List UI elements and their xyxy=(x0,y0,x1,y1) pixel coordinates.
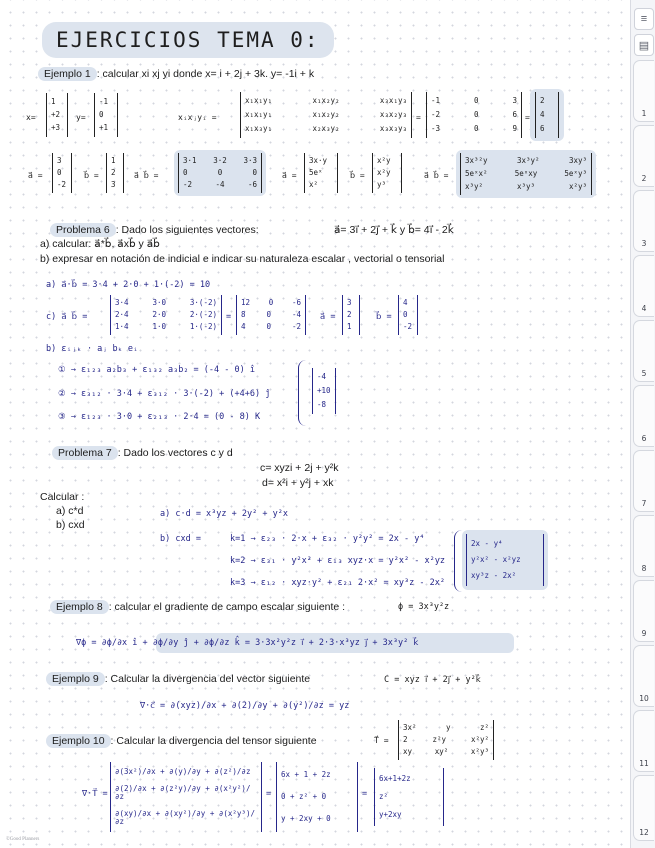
matrix-cell: x₁x₁y₁ xyxy=(245,96,273,106)
x-vector-cell: 1 xyxy=(51,96,56,106)
c-cross-d-label: b) cxd = xyxy=(160,534,201,544)
brace xyxy=(298,360,307,426)
matrix-cell: 6 xyxy=(512,110,517,120)
vector-cell: 0 xyxy=(403,310,408,320)
matrix-cell: 3·1 xyxy=(183,156,197,166)
x-label: x= xyxy=(26,113,36,122)
vector-cell: 4 xyxy=(403,298,408,308)
matrix-cell: 5eˣxy xyxy=(514,169,538,179)
matrix-cell: x₁x₂y₂ xyxy=(312,110,340,120)
equals-sign: = xyxy=(416,113,421,122)
matrix-cell: x₁x₁y₁ xyxy=(245,110,273,120)
footer-brand: ©Good Planners xyxy=(6,837,40,842)
matrix-cell: y xyxy=(446,723,451,733)
ejemplo-9-text: : Calcular la divergencia del vector siguiente xyxy=(104,673,311,685)
y-vector-cell: +1 xyxy=(99,123,109,133)
xxy-label: xᵢxⱼyᵢ = xyxy=(178,113,217,122)
page-tab-9[interactable]: 9 xyxy=(633,580,654,642)
problema-6-part-a: a) calcular: a⃗*b⃗, a⃗xb⃗ y a⃗b⃗ xyxy=(40,238,160,250)
part-a-label: a) c*d xyxy=(56,505,84,517)
matrix-cell: 3x³²y xyxy=(465,156,488,166)
equals-sign: = xyxy=(362,789,368,799)
matrix-cell: 3·2 xyxy=(213,156,227,166)
matrix-cell: 5eˣx² xyxy=(465,169,488,179)
component-2-work: ② → ε₃₁₂ · 3·4 + ε₃₁₂ · 3·(-2) + (+4+6) ĵ xyxy=(58,389,271,399)
vector-cell: 2 xyxy=(347,310,352,320)
y-vector-cell: 0 xyxy=(99,110,104,120)
page-title: EJERCICIOS TEMA 0: xyxy=(42,22,334,58)
matrix-cell: 8 xyxy=(241,310,246,320)
problema-6-part-b: b) expresar en notación de indicial e indicar su naturaleza escalar , vectorial o tensorial xyxy=(40,253,445,265)
matrix-cell: 3·3 xyxy=(243,156,257,166)
cross-product-result xyxy=(466,534,544,586)
gradient-work: ∇ϕ = ∂ϕ/∂x î + ∂ϕ/∂y ĵ + ∂ϕ/∂z k̂ = 3·3x²y²z i⃗ + 2·3·x³yz j⃗ + 3x³y² k⃗ xyxy=(76,638,419,648)
tensor-divergence-label: ∇·T⃗ = xyxy=(82,789,108,799)
matrix-cell: z² xyxy=(479,723,489,733)
vector-cell: -2 xyxy=(57,180,67,190)
matrix-cell: x³y² xyxy=(465,181,484,191)
b-vector xyxy=(106,153,124,193)
vector-cell: 1 xyxy=(111,156,116,166)
scalar-field: ϕ = 3x³y²z xyxy=(398,602,450,612)
a-label: a⃗ = xyxy=(28,171,43,180)
page-tab-5[interactable]: 5 xyxy=(633,320,654,382)
cross-product-result xyxy=(312,368,336,414)
matrix-cell: xy xyxy=(403,747,413,757)
result-cell: 2 xyxy=(540,96,545,106)
x-vector-cell: +3 xyxy=(51,123,61,133)
matrix-cell: 3x³y² xyxy=(516,156,540,166)
page-tab-3[interactable]: 3 xyxy=(633,190,654,252)
matrix-row: 6x + 1 + 2z xyxy=(281,770,331,780)
b2-label: b⃗ = xyxy=(350,171,365,180)
tensor-matrix xyxy=(398,720,494,760)
matrix-cell: -2 xyxy=(431,110,441,120)
page-tab-8[interactable]: 8 xyxy=(633,515,654,577)
ejemplo-10-label: Ejemplo 10 xyxy=(46,734,111,748)
ab2-label: a⃗ b⃗ = xyxy=(424,171,449,180)
matrix-cell: 0 xyxy=(474,124,479,134)
vector-cell: 0 xyxy=(57,168,62,178)
tensor-product-matrix xyxy=(110,295,222,335)
matrix-cell: -2 xyxy=(291,322,301,332)
page-tab-11[interactable]: 11 xyxy=(633,710,654,772)
result-vector xyxy=(535,92,559,138)
matrix-cell: -1 xyxy=(431,96,441,106)
ejemplo-9-label: Ejemplo 9 xyxy=(46,672,105,686)
matrix-cell: 0 xyxy=(183,168,188,178)
vector-cell: y²x² - x²yz xyxy=(471,555,521,565)
page-tab-rail xyxy=(630,0,655,848)
page-tab-12[interactable]: 12 xyxy=(633,775,654,841)
matrix-cell: 1·4 xyxy=(115,322,129,332)
matrix-cell: -4 xyxy=(215,180,225,190)
matrix-cell: 2·0 xyxy=(152,310,166,320)
matrix-row: y+2xy xyxy=(379,810,402,820)
matrix-cell: 0 xyxy=(252,168,257,178)
a2-vector xyxy=(304,153,338,193)
y-vector xyxy=(94,93,118,137)
vector-cell: 2x - y⁴ xyxy=(471,539,503,549)
vector-cell: -4 xyxy=(317,372,327,382)
vector-d-def: d= x²i + y²j + xk xyxy=(262,477,334,489)
ejemplo-9-heading xyxy=(46,673,310,685)
vector-cell: x²y xyxy=(377,168,391,178)
matrix-cell: x²y³ xyxy=(470,747,489,757)
vector-cell: xy³z - 2x² xyxy=(471,571,517,581)
part-b-label: b) cxd xyxy=(56,519,85,531)
tensor-label: T⃗ = xyxy=(374,736,389,745)
matrix-cell: 3·(-2) xyxy=(189,298,217,308)
ejemplo-10-text: : Calcular la divergencia del tensor siguiente xyxy=(110,735,317,747)
page-tab-2[interactable]: 2 xyxy=(633,125,654,187)
page-tab-6[interactable]: 6 xyxy=(633,385,654,447)
c-dot-d-work: a) c·d = x³yz + 2y² + y²x xyxy=(160,509,288,519)
matrix-cell: x₁x₂y₂ xyxy=(312,96,340,106)
dot-product-work: a) a⃗·b⃗ = 3·4 + 2·0 + 1·(-2) = 10 xyxy=(46,280,211,290)
matrix-cell: 0 xyxy=(474,96,479,106)
vector-cell: -8 xyxy=(317,400,327,410)
tensor-mid-matrix xyxy=(276,762,358,832)
tensor-product-label: c) a⃗ b⃗ = xyxy=(46,312,88,322)
ab2-matrix xyxy=(460,153,592,195)
matrix-cell: 3x² xyxy=(403,723,417,733)
matrix-cell: x₃x₂y₃ xyxy=(379,110,407,120)
matrix-cell: -2 xyxy=(183,180,193,190)
matrix-cell: x₃x₁y₃ xyxy=(379,96,407,106)
y-label: y= xyxy=(76,113,86,122)
matrix-cell: 0 xyxy=(474,110,479,120)
matrix-cell: 5eˣy³ xyxy=(564,169,587,179)
matrix-cell: 12 xyxy=(241,298,251,308)
equals-sign: = xyxy=(226,312,232,322)
divergence-work: ∇·c⃗ = ∂(xyz)/∂x + ∂(2)/∂y + ∂(y²)/∂z = yz xyxy=(140,701,350,711)
matrix-cell: 0 xyxy=(217,168,223,178)
vector-cell: 1 xyxy=(347,322,352,332)
ejemplo-8-heading xyxy=(50,601,345,613)
matrix-cell: 0 xyxy=(266,322,271,332)
matrix-cell: 1·(-2) xyxy=(189,322,217,332)
y-vector-cell: -1 xyxy=(99,96,109,106)
matrix-cell: 3·0 xyxy=(152,298,166,308)
x-vector-cell: +2 xyxy=(51,110,61,120)
matrix-row: 6x+1+2z xyxy=(379,774,411,784)
ejemplo-1-text: : calcular xi xj yi donde x= i + 2j + 3k. y= -1i + k xyxy=(96,68,315,80)
problema-7-text: : Dado los vectores c y d xyxy=(117,447,233,459)
vector-cell: x² xyxy=(309,180,319,190)
k1-work: k=1 → ε₂₃ · 2·x + ε₃₂ · y²y² = 2x - y⁴ xyxy=(230,534,425,544)
page-tab-10[interactable]: 10 xyxy=(633,645,654,707)
a-label: a⃗ = xyxy=(320,312,336,322)
page-tab-7[interactable]: 7 xyxy=(633,450,654,512)
matrix-cell: x²y³ xyxy=(568,181,587,191)
problema-6-heading xyxy=(50,224,259,236)
ejemplo-10-heading xyxy=(46,735,317,747)
b2-vector xyxy=(372,153,402,193)
problema-6-vectors: a⃗= 3i⃗ + 2j⃗ + k⃗ y b⃗= 4i⃗ - 2k⃗ xyxy=(334,224,454,236)
menu-icon[interactable]: ≡ xyxy=(634,8,654,30)
matrix-cell: x₁x₃y₁ xyxy=(245,124,273,134)
matrix-cell: 2·4 xyxy=(115,310,129,320)
vector-cell: -2 xyxy=(403,322,413,332)
k3-work: k=3 → ε₁₂ · xyz·y² + ε₂₁ 2·x² = xy³z - 2x² xyxy=(230,578,445,588)
tensor-divergence-matrix xyxy=(110,762,262,832)
vector-cell: y³ xyxy=(377,180,387,190)
vector-cell: 2 xyxy=(111,168,116,178)
problema-7-label: Problema 7 xyxy=(52,446,118,460)
ejemplo-8-text: : calcular el gradiente de campo escalar siguiente : xyxy=(108,601,346,613)
page-tab-1[interactable]: 1 xyxy=(633,60,654,122)
ab-matrix xyxy=(178,153,262,193)
matrix-cell: x²y² xyxy=(470,735,489,745)
matrix-cell: xy² xyxy=(434,747,449,757)
matrix-cell: -3 xyxy=(431,124,441,134)
matrix-cell: 2 xyxy=(403,735,408,745)
matrix-cell: -4 xyxy=(291,310,301,320)
vector-field: C = xyz i⃗ + 2j⃗ + y²k⃗ xyxy=(384,675,481,685)
matrix-row: 0 + z² + 0 xyxy=(281,792,327,802)
matrix-cell: -6 xyxy=(247,180,257,190)
page-icon[interactable]: ▤ xyxy=(634,34,654,56)
matrix-cell: 1·0 xyxy=(152,322,166,332)
problema-7-heading xyxy=(52,447,233,459)
problema-6-text: : Dado los siguientes vectores: xyxy=(115,224,259,236)
equals-sign: = xyxy=(525,113,530,122)
tensor-result-matrix xyxy=(374,768,444,826)
tensor-result-matrix xyxy=(236,295,306,335)
b-label: b⃗ = xyxy=(376,312,392,322)
b-vector xyxy=(398,295,418,335)
levi-civita-heading: b) εᵢⱼₖ · aⱼ bₖ eᵢ xyxy=(46,344,139,354)
matrix-cell: 3 xyxy=(512,96,517,106)
matrix-cell: x³y³ xyxy=(516,181,536,191)
matrix-cell: 4 xyxy=(241,322,246,332)
vector-cell: +10 xyxy=(317,386,331,396)
matrix-cell: 0 xyxy=(268,298,274,308)
matrix-cell: 0 xyxy=(266,310,271,320)
ejemplo-1-heading xyxy=(38,68,314,80)
k2-work: k=2 → ε₃₁ · y²x² + ε₁₃ xyz·x = y²x² - x²yz xyxy=(230,556,445,566)
ejemplo-8-label: Ejemplo 8 xyxy=(50,600,109,614)
matrix-cell: -6 xyxy=(291,298,301,308)
problema-6-label: Problema 6 xyxy=(50,223,116,237)
vector-cell: 3 xyxy=(57,156,62,166)
matrix-row: ∂(xy)/∂x + ∂(xy²)/∂y + ∂(x²y³)/∂z xyxy=(115,808,255,826)
a-vector xyxy=(52,153,72,193)
matrix-cell: 3xy³ xyxy=(568,156,587,166)
page-tab-4[interactable]: 4 xyxy=(633,255,654,317)
matrix-row: ∂(3x²)/∂x + ∂(y)/∂y + ∂(z²)/∂z xyxy=(115,767,251,777)
equals-sign: = xyxy=(266,789,272,799)
matrix-row: z² xyxy=(379,792,389,802)
component-3-work: ③ → ε₁₂₃ · 3·0 + ε₂₁₃ · 2·4 = (0 - 8) K xyxy=(58,412,261,422)
matrix-cell: 9 xyxy=(512,124,517,134)
matrix-cell: 2·(-2) xyxy=(189,310,217,320)
a-vector xyxy=(342,295,360,335)
b-label: b⃗ = xyxy=(84,171,99,180)
result-cell: 4 xyxy=(540,110,545,120)
matrix-cell: z²y xyxy=(432,735,446,745)
vector-cell: 3 xyxy=(111,180,116,190)
a2-label: a⃗ = xyxy=(282,171,297,180)
index-matrix xyxy=(240,92,412,138)
numeric-matrix xyxy=(426,92,522,138)
vector-cell: 3 xyxy=(347,298,352,308)
vector-cell: 3x·y xyxy=(309,156,328,166)
matrix-cell: x₂x₃y₂ xyxy=(312,124,340,134)
matrix-row: ∂(2)/∂x + ∂(z²y)/∂y + ∂(x²y²)/∂z xyxy=(115,784,251,802)
ab-label: a⃗ b⃗ = xyxy=(134,171,159,180)
result-cell: 6 xyxy=(540,124,545,134)
component-1-work: ① → ε₁₂₃ a₂b₃ + ε₁₃₂ a₃b₂ = (-4 - 0) î xyxy=(58,365,255,375)
matrix-cell: x₃x₃y₃ xyxy=(379,124,407,134)
ejemplo-1-label: Ejemplo 1 xyxy=(38,67,97,81)
vector-cell: x²y xyxy=(377,156,391,166)
matrix-cell: 3·4 xyxy=(115,298,129,308)
x-vector xyxy=(46,93,68,137)
matrix-row: y + 2xy + 0 xyxy=(281,814,331,824)
calcular-label: Calcular : xyxy=(40,491,85,503)
vector-c-def: c= xyzi + 2j + y²k xyxy=(260,462,339,474)
vector-cell: 5eˣ xyxy=(309,168,323,178)
